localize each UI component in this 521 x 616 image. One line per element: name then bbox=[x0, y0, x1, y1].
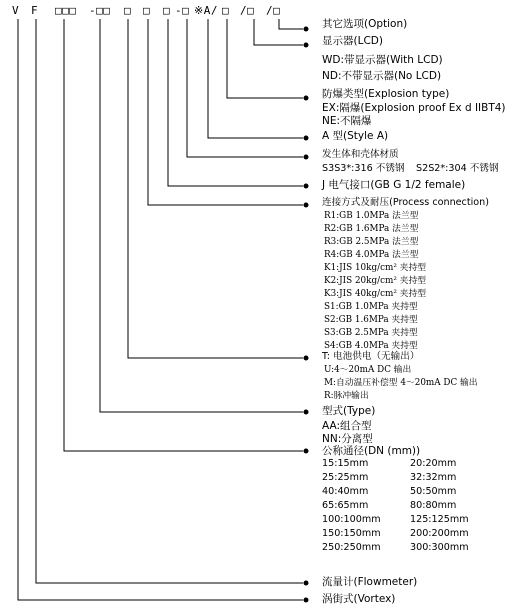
electric-title: J 电气接口(GB G 1/2 female) bbox=[322, 179, 466, 191]
connector-lines bbox=[18, 19, 303, 600]
bullet-type bbox=[304, 410, 309, 415]
code-seg-11: /□ bbox=[240, 4, 255, 17]
line-type bbox=[100, 19, 303, 412]
line-style bbox=[208, 19, 303, 138]
code-seg-8: -□ bbox=[175, 4, 190, 17]
bullet-explosion bbox=[304, 96, 309, 101]
bullet-material bbox=[304, 155, 309, 160]
process-item: S1:GB 1.0MPa 夹持型 bbox=[324, 302, 418, 312]
dn-right-item: 125:125mm bbox=[410, 514, 469, 525]
option-title: 其它选项(Option) bbox=[322, 18, 408, 30]
process-item: K2:JIS 20kg/cm² 夹持型 bbox=[324, 276, 427, 286]
type-title: 型式(Type) bbox=[322, 405, 376, 417]
explosion-ne: NE:不隔爆 bbox=[322, 115, 372, 127]
code-seg-f: F bbox=[31, 4, 39, 17]
line-explosion bbox=[227, 19, 303, 98]
code-seg-v: V bbox=[12, 4, 20, 17]
code-seg-12: /□ bbox=[266, 4, 281, 17]
vortex-title: 涡街式(Vortex) bbox=[322, 593, 396, 605]
dn-right-item: 50:50mm bbox=[410, 486, 457, 497]
dn-left-item: 250:250mm bbox=[322, 542, 381, 553]
bullet-flowmeter bbox=[304, 581, 309, 586]
process-title: 连接方式及耐压(Process connection) bbox=[322, 197, 489, 208]
power-title: T: 电池供电（无输出） bbox=[322, 351, 420, 362]
line-power bbox=[128, 19, 303, 358]
code-seg-3: □□□ bbox=[55, 4, 77, 17]
bullet-style bbox=[304, 136, 309, 141]
style-title: A 型(Style A) bbox=[322, 130, 389, 142]
type-nn: NN:分离型 bbox=[322, 433, 373, 445]
dn-right-item: 300:300mm bbox=[410, 542, 469, 553]
power-item: M:自动温压补偿型 4～20mA DC 输出 bbox=[324, 378, 478, 388]
dn-left-item: 65:65mm bbox=[322, 500, 369, 511]
line-vortex bbox=[18, 19, 303, 600]
bullet-vortex bbox=[304, 598, 309, 603]
line-material bbox=[187, 19, 303, 157]
dn-title: 公称通径(DN (mm)) bbox=[322, 445, 421, 457]
dn-right-item: 20:20mm bbox=[410, 458, 457, 469]
material-304: S2S2*:304 不锈钢 bbox=[416, 163, 499, 174]
lcd-wd: WD:带显示器(With LCD) bbox=[322, 54, 443, 66]
bullet-dn bbox=[304, 449, 309, 454]
process-item: R2:GB 1.6MPa 法兰型 bbox=[324, 224, 419, 234]
code-seg-7: □ bbox=[163, 4, 171, 17]
power-item: U:4～20mA DC 输出 bbox=[324, 365, 412, 375]
line-process bbox=[148, 19, 303, 205]
bullet-dots bbox=[304, 27, 309, 603]
process-item: K1:JIS 10kg/cm² 夹持型 bbox=[324, 263, 427, 273]
bullet-option bbox=[304, 27, 309, 32]
flowmeter-title: 流量计(Flowmeter) bbox=[322, 576, 418, 588]
line-option bbox=[279, 19, 303, 29]
process-item: R3:GB 2.5MPa 法兰型 bbox=[324, 237, 419, 247]
process-item: S2:GB 1.6MPa 夹持型 bbox=[324, 315, 418, 325]
dn-left-item: 25:25mm bbox=[322, 472, 369, 483]
dn-left-item: 150:150mm bbox=[322, 528, 381, 539]
power-item: R:脉冲输出 bbox=[324, 391, 369, 401]
dn-left-item: 15:15mm bbox=[322, 458, 369, 469]
bullet-process bbox=[304, 203, 309, 208]
bullet-lcd bbox=[304, 43, 309, 48]
dn-left-item: 100:100mm bbox=[322, 514, 381, 525]
process-item: K3:JIS 40kg/cm² 夹持型 bbox=[324, 289, 427, 299]
bullet-electric bbox=[304, 184, 309, 189]
lcd-title: 显示器(LCD) bbox=[322, 35, 383, 47]
lcd-nd: ND:不带显示器(No LCD) bbox=[322, 70, 442, 82]
explosion-ex: EX:隔爆(Explosion proof Ex d IIBT4) bbox=[322, 102, 506, 114]
material-title: 发生体和壳体材质 bbox=[322, 149, 399, 160]
code-seg-5: □ bbox=[124, 4, 132, 17]
dn-right-item: 32:32mm bbox=[410, 472, 457, 483]
dn-right-item: 200:200mm bbox=[410, 528, 469, 539]
dn-right-item: 80:80mm bbox=[410, 500, 457, 511]
process-item: S3:GB 2.5MPa 夹持型 bbox=[324, 328, 418, 338]
code-seg-10: □ bbox=[222, 4, 230, 17]
type-aa: AA:组合型 bbox=[322, 420, 372, 432]
process-item: S4:GB 4.0MPa 夹持型 bbox=[324, 341, 418, 351]
line-flowmeter bbox=[36, 19, 303, 583]
process-item: R4:GB 4.0MPa 法兰型 bbox=[324, 250, 419, 260]
code-seg-9: ※A/ bbox=[194, 4, 218, 17]
line-electric bbox=[168, 19, 303, 186]
material-316: S3S3*:316 不锈钢 bbox=[322, 163, 405, 174]
explosion-title: 防爆类型(Explosion type) bbox=[322, 88, 450, 100]
dn-left-item: 40:40mm bbox=[322, 486, 369, 497]
process-item: R1:GB 1.0MPa 法兰型 bbox=[324, 211, 419, 221]
code-seg-4: -□□ bbox=[89, 4, 111, 17]
bullet-power bbox=[304, 356, 309, 361]
code-seg-6: □ bbox=[143, 4, 151, 17]
